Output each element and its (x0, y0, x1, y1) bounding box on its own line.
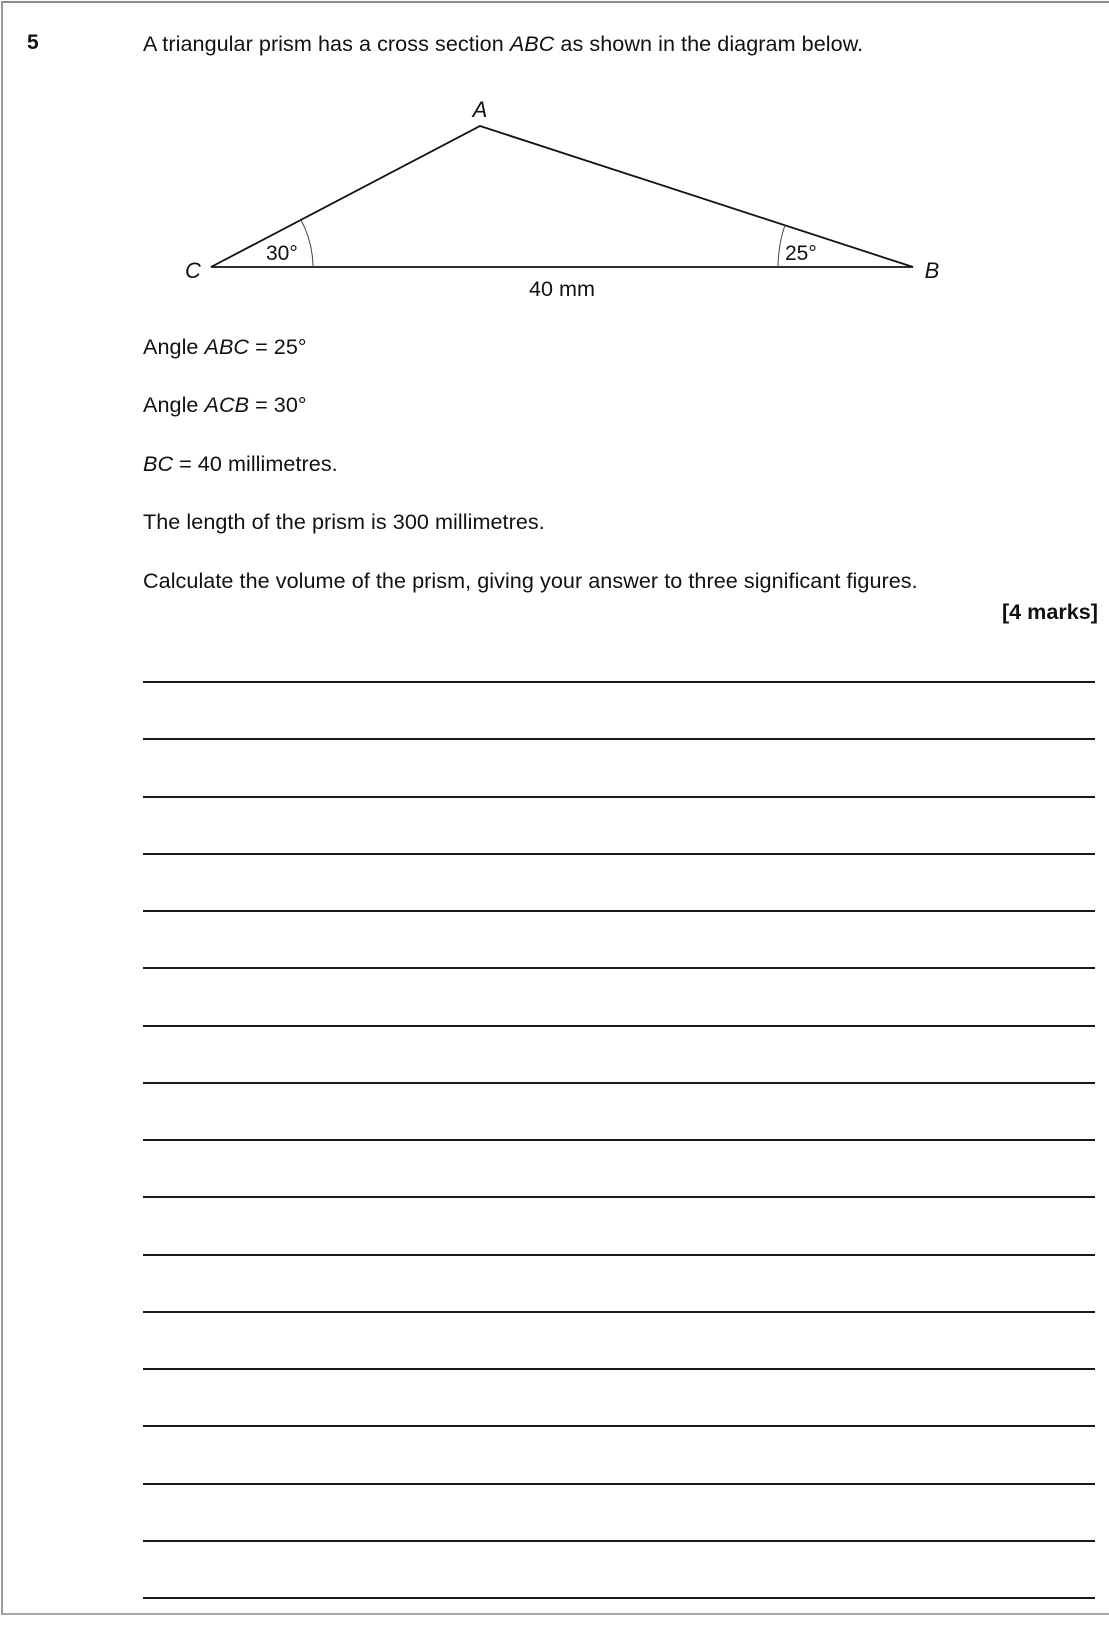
answer-line[interactable] (143, 1025, 1095, 1027)
answer-line[interactable] (143, 967, 1095, 969)
angle-c-label: 30° (266, 242, 298, 265)
answer-line[interactable] (143, 1082, 1095, 1084)
instruction: Calculate the volume of the prism, giving your answer to three significant figures. (143, 568, 918, 593)
answer-line[interactable] (143, 1311, 1095, 1313)
answer-line[interactable] (143, 796, 1095, 798)
fact-prefix: Angle (143, 392, 205, 417)
intro-italic: ABC (509, 31, 555, 56)
length-statement: The length of the prism is 300 millimetres. (143, 509, 545, 534)
fact-value: 25° (273, 334, 307, 359)
angle-arc-b (778, 225, 785, 267)
answer-line[interactable] (143, 681, 1095, 683)
triangle-diagram (0, 0, 1109, 310)
answer-line[interactable] (143, 1196, 1095, 1198)
answer-line[interactable] (143, 1368, 1095, 1370)
equals-sign: = (179, 451, 192, 476)
base-length-label: 40 mm (529, 276, 595, 301)
answer-line[interactable] (143, 1597, 1095, 1599)
answer-line[interactable] (143, 910, 1095, 912)
answer-line[interactable] (143, 1540, 1095, 1542)
answer-line[interactable] (143, 1483, 1095, 1485)
answer-line[interactable] (143, 853, 1095, 855)
fact-italic: ACB (204, 392, 250, 417)
marks-label: [4 marks] (1001, 599, 1098, 624)
intro-text: A triangular prism has a cross section (143, 31, 510, 56)
answer-line[interactable] (143, 738, 1095, 740)
vertex-label-b: B (924, 258, 940, 283)
fact-italic: ABC (204, 334, 250, 359)
fact-value: 40 millimetres. (197, 451, 338, 476)
fact-angle-acb (143, 392, 307, 418)
fact-bc (143, 451, 338, 477)
fact-prefix: Angle (143, 334, 205, 359)
equals-sign: = (255, 334, 268, 359)
angle-b-label: 25° (785, 242, 817, 265)
fact-italic: BC (143, 451, 174, 476)
angle-arc-c (301, 220, 313, 267)
fact-angle-abc (143, 334, 307, 360)
vertex-label-a: A (472, 97, 488, 122)
vertex-label-c: C (185, 258, 201, 283)
fact-value: 30° (273, 392, 307, 417)
answer-line[interactable] (143, 1425, 1095, 1427)
equals-sign: = (255, 392, 268, 417)
answer-line[interactable] (143, 1254, 1095, 1256)
answer-line[interactable] (143, 1139, 1095, 1141)
question-number: 5 (27, 31, 39, 54)
intro-text-end: as shown in the diagram below. (554, 31, 864, 56)
